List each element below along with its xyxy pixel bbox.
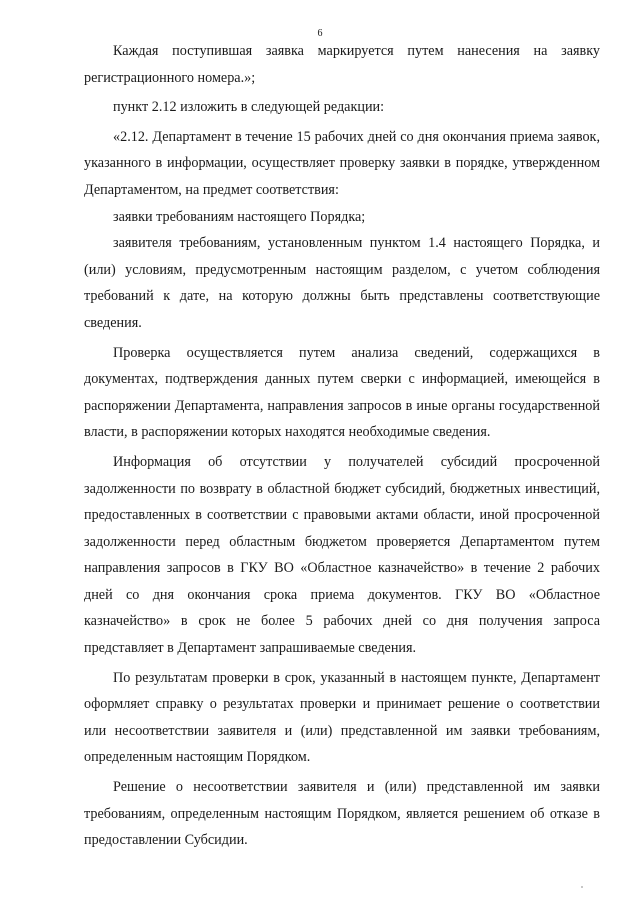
scan-artifact-dot (581, 886, 583, 888)
page-number: 6 (317, 28, 323, 39)
paragraph: заявки требованиям настоящего Порядка; (113, 208, 366, 225)
paragraph: По результатам проверки в срок, указанный в настоящем пункте, Департамент оформляет справку о результатах проверки и принимает решение о соответствии или несоответствии заявителя и (или) представленной им заявки требованиям, определенным настоящим Порядком. (84, 669, 600, 766)
paragraph: заявителя требованиям, установленным пунктом 1.4 настоящего Порядка, и (или) условиям, предусмотренным настоящим разделом, с учетом соблюдения требований к дате, на которую должны быть представлены соответствующие сведения. (84, 235, 600, 331)
paragraph: Информация об отсутствии у получателей субсидий просроченной задолженности по возврату в областной бюджет субсидий, бюджетных инвестиций, предоставленных в соответствии с правовыми актами области, иной просроченной задолженности перед областным бюджетом проверяется Департаментом путем направления запросов в ГКУ ВО «Областное казначейство» в течение 2 рабочих дней со дня окончания срока приема документов. ГКУ ВО «Областное казначейство» в срок не более 5 рабочих дней со дня получения запроса представляет в Департамент запрашиваемые сведения. (84, 453, 600, 657)
paragraph: Каждая поступившая заявка маркируется путем нанесения на заявку регистрационного номера.»; (84, 43, 600, 86)
paragraph: «2.12. Департамент в течение 15 рабочих дней со дня окончания приема заявок, указанного в информации, осуществляет проверку заявки в порядке, утвержденном Департаментом, на предмет соответствия: (84, 128, 600, 198)
paragraph: Решение о несоответствии заявителя и (или) представленной им заявки требованиям, определенным настоящим Порядком, является решением об отказе в предоставлении Субсидии. (84, 779, 600, 849)
paragraph: Проверка осуществляется путем анализа сведений, содержащихся в документах, подтверждения данных путем сверки с информацией, имеющейся в распоряжении Департамента, направления запросов в иные органы государственной власти, в распоряжении которых находятся необходимые сведения. (84, 344, 600, 441)
paragraph: пункт 2.12 изложить в следующей редакции: (113, 99, 385, 116)
document-body (84, 38, 600, 854)
